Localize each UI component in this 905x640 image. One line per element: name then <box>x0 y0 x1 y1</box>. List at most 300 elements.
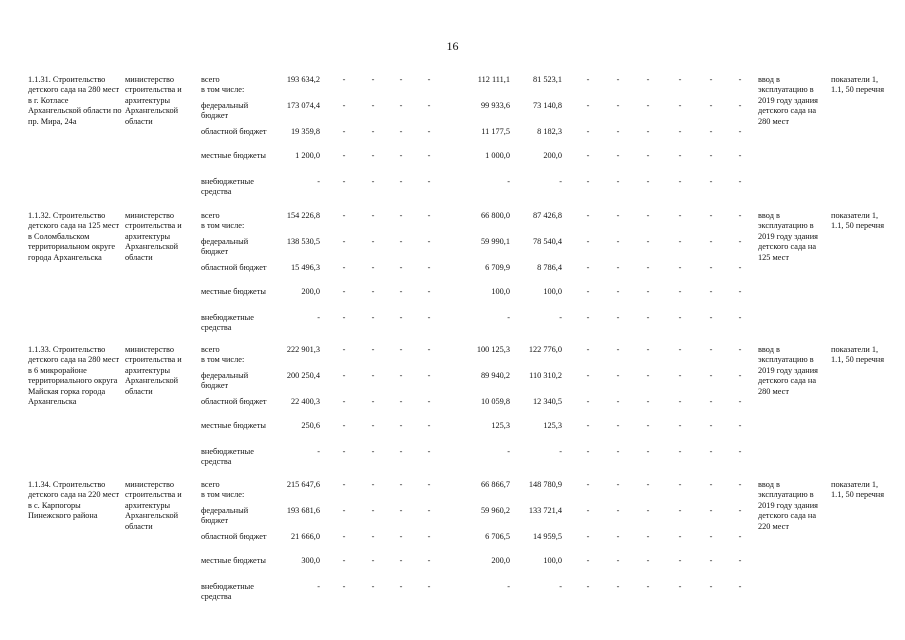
funding-row-extrabudgetary <box>0 313 905 339</box>
empty-cell-dash: - <box>371 397 375 406</box>
empty-cell-dash: - <box>371 101 375 110</box>
empty-cell-dash: - <box>586 127 590 136</box>
empty-cell-dash: - <box>678 345 682 354</box>
empty-cell-dash: - <box>709 287 713 296</box>
measure-result: ввод в эксплуатацию в 2019 году здания детского сада на 220 мест <box>758 480 818 531</box>
funding-row-regional <box>0 532 905 558</box>
funding-2020: 87 426,8 <box>532 211 562 220</box>
funding-total: 19 359,8 <box>290 127 320 136</box>
empty-cell-dash: - <box>371 263 375 272</box>
empty-cell-dash: - <box>678 421 682 430</box>
funding-2020: 110 310,2 <box>529 371 562 380</box>
funding-2020: 133 721,4 <box>528 506 562 515</box>
empty-cell-dash: - <box>738 582 742 591</box>
empty-cell-dash: - <box>427 480 431 489</box>
empty-cell-dash: - <box>342 345 346 354</box>
empty-cell-dash: - <box>738 421 742 430</box>
measure-executor: министерство строительства и архитектуры Архангельской области <box>125 211 182 262</box>
funding-total: 22 400,3 <box>290 397 320 406</box>
funding-source: внебюджетные средства <box>201 447 254 467</box>
empty-cell-dash: - <box>427 127 431 136</box>
empty-cell-dash: - <box>399 101 403 110</box>
empty-cell-dash: - <box>342 287 346 296</box>
funding-row-extrabudgetary <box>0 582 905 608</box>
empty-cell-dash: - <box>738 75 742 84</box>
empty-cell-dash: - <box>616 480 620 489</box>
empty-cell-dash: - <box>646 447 650 456</box>
empty-cell-dash: - <box>371 313 375 322</box>
empty-cell-dash: - <box>616 263 620 272</box>
funding-2020: 73 140,8 <box>532 101 562 110</box>
funding-2020: 14 959,5 <box>532 532 562 541</box>
empty-cell-dash: - <box>738 263 742 272</box>
empty-cell-dash: - <box>616 211 620 220</box>
empty-cell-dash: - <box>646 211 650 220</box>
empty-cell-dash: - <box>586 287 590 296</box>
empty-cell-dash: - <box>586 447 590 456</box>
funding-2019: 100 125,3 <box>476 345 510 354</box>
empty-cell-dash: - <box>709 421 713 430</box>
empty-cell-dash: - <box>678 101 682 110</box>
empty-cell-dash: - <box>709 237 713 246</box>
funding-total: 222 901,3 <box>286 345 320 354</box>
empty-cell-dash: - <box>586 556 590 565</box>
empty-cell-dash: - <box>342 480 346 489</box>
empty-cell-dash: - <box>738 177 742 186</box>
empty-cell-dash: - <box>427 582 431 591</box>
funding-row-local <box>0 151 905 177</box>
empty-cell-dash: - <box>342 371 346 380</box>
empty-cell-dash: - <box>371 447 375 456</box>
empty-cell-dash: - <box>709 101 713 110</box>
empty-cell-dash: - <box>586 237 590 246</box>
empty-cell-dash: - <box>586 532 590 541</box>
empty-cell-dash: - <box>427 151 431 160</box>
measure-name: 1.1.31. Строительство детского сада на 280 мест в г. Котласе Архангельской области по пр. Мира, 24а <box>28 75 122 126</box>
empty-cell-dash: - <box>371 480 375 489</box>
funding-row-regional <box>0 263 905 289</box>
empty-cell-dash: - <box>427 421 431 430</box>
empty-cell-dash: - <box>738 447 742 456</box>
empty-cell-dash: - <box>586 211 590 220</box>
empty-cell-dash: - <box>371 506 375 515</box>
empty-cell-dash: - <box>646 582 650 591</box>
funding-2020: 122 776,0 <box>528 345 562 354</box>
empty-cell-dash: - <box>427 532 431 541</box>
empty-cell-dash: - <box>427 556 431 565</box>
empty-cell-dash: - <box>399 556 403 565</box>
funding-total: - <box>317 177 320 186</box>
empty-cell-dash: - <box>586 371 590 380</box>
empty-cell-dash: - <box>709 211 713 220</box>
empty-cell-dash: - <box>709 532 713 541</box>
empty-cell-dash: - <box>371 177 375 186</box>
empty-cell-dash: - <box>427 345 431 354</box>
empty-cell-dash: - <box>586 397 590 406</box>
empty-cell-dash: - <box>342 447 346 456</box>
empty-cell-dash: - <box>371 532 375 541</box>
measure-result: ввод в эксплуатацию в 2019 году здания детского сада на 125 мест <box>758 211 818 262</box>
empty-cell-dash: - <box>342 421 346 430</box>
measure-executor: министерство строительства и архитектуры Архангельской области <box>125 480 182 531</box>
funding-row-total <box>0 75 905 101</box>
empty-cell-dash: - <box>738 211 742 220</box>
empty-cell-dash: - <box>399 313 403 322</box>
empty-cell-dash: - <box>342 127 346 136</box>
funding-row-total <box>0 480 905 506</box>
empty-cell-dash: - <box>586 313 590 322</box>
empty-cell-dash: - <box>616 101 620 110</box>
empty-cell-dash: - <box>342 506 346 515</box>
empty-cell-dash: - <box>371 211 375 220</box>
empty-cell-dash: - <box>709 447 713 456</box>
funding-source: федеральный бюджет <box>201 237 249 257</box>
funding-2019: 59 990,1 <box>480 237 510 246</box>
empty-cell-dash: - <box>586 480 590 489</box>
empty-cell-dash: - <box>399 211 403 220</box>
funding-2020: 8 182,3 <box>537 127 562 136</box>
empty-cell-dash: - <box>738 506 742 515</box>
funding-2020: - <box>559 313 562 322</box>
funding-2020: 125,3 <box>543 421 562 430</box>
empty-cell-dash: - <box>678 237 682 246</box>
empty-cell-dash: - <box>709 263 713 272</box>
funding-2019: 100,0 <box>491 287 510 296</box>
empty-cell-dash: - <box>616 237 620 246</box>
empty-cell-dash: - <box>678 556 682 565</box>
funding-2020: 100,0 <box>543 556 562 565</box>
empty-cell-dash: - <box>427 211 431 220</box>
measure-indicator: показатели 1, 1.1, 50 перечня <box>831 345 885 365</box>
funding-row-total <box>0 345 905 371</box>
empty-cell-dash: - <box>678 506 682 515</box>
funding-total: 200,0 <box>301 287 320 296</box>
measure-executor: министерство строительства и архитектуры Архангельской области <box>125 345 182 396</box>
funding-source: местные бюджеты <box>201 556 266 565</box>
empty-cell-dash: - <box>678 582 682 591</box>
funding-source: всего в том числе: <box>201 480 245 500</box>
empty-cell-dash: - <box>616 532 620 541</box>
empty-cell-dash: - <box>616 313 620 322</box>
funding-row-total <box>0 211 905 237</box>
funding-total: 193 681,6 <box>286 506 320 515</box>
empty-cell-dash: - <box>646 397 650 406</box>
empty-cell-dash: - <box>427 237 431 246</box>
empty-cell-dash: - <box>678 151 682 160</box>
measure-indicator: показатели 1, 1.1, 50 перечня <box>831 211 885 231</box>
empty-cell-dash: - <box>616 582 620 591</box>
empty-cell-dash: - <box>738 371 742 380</box>
empty-cell-dash: - <box>399 287 403 296</box>
empty-cell-dash: - <box>709 151 713 160</box>
empty-cell-dash: - <box>342 101 346 110</box>
funding-total: 250,6 <box>301 421 320 430</box>
funding-row-regional <box>0 397 905 423</box>
empty-cell-dash: - <box>738 237 742 246</box>
empty-cell-dash: - <box>678 177 682 186</box>
empty-cell-dash: - <box>399 237 403 246</box>
empty-cell-dash: - <box>342 532 346 541</box>
empty-cell-dash: - <box>709 506 713 515</box>
empty-cell-dash: - <box>709 177 713 186</box>
funding-2020: 12 340,5 <box>532 397 562 406</box>
empty-cell-dash: - <box>427 371 431 380</box>
empty-cell-dash: - <box>738 397 742 406</box>
empty-cell-dash: - <box>399 506 403 515</box>
empty-cell-dash: - <box>709 127 713 136</box>
funding-total: 138 530,5 <box>286 237 320 246</box>
measure-name: 1.1.34. Строительство детского сада на 220 мест в с. Карпогоры Пинежского района <box>28 480 120 521</box>
funding-source: федеральный бюджет <box>201 371 249 391</box>
funding-2020: 200,0 <box>543 151 562 160</box>
funding-source: всего в том числе: <box>201 345 245 365</box>
funding-row-federal <box>0 237 905 263</box>
empty-cell-dash: - <box>586 263 590 272</box>
empty-cell-dash: - <box>678 313 682 322</box>
empty-cell-dash: - <box>646 371 650 380</box>
empty-cell-dash: - <box>342 237 346 246</box>
funding-2020: - <box>559 177 562 186</box>
funding-total: 1 200,0 <box>295 151 320 160</box>
empty-cell-dash: - <box>646 345 650 354</box>
empty-cell-dash: - <box>586 582 590 591</box>
empty-cell-dash: - <box>616 345 620 354</box>
empty-cell-dash: - <box>399 532 403 541</box>
funding-source: областной бюджет <box>201 263 267 272</box>
empty-cell-dash: - <box>399 397 403 406</box>
funding-2019: 66 866,7 <box>480 480 510 489</box>
funding-2019: - <box>507 177 510 186</box>
measure-indicator: показатели 1, 1.1, 50 перечня <box>831 75 885 95</box>
empty-cell-dash: - <box>586 345 590 354</box>
funding-2019: 1 000,0 <box>485 151 510 160</box>
funding-source: местные бюджеты <box>201 421 266 430</box>
funding-total: 21 666,0 <box>290 532 320 541</box>
empty-cell-dash: - <box>342 151 346 160</box>
empty-cell-dash: - <box>399 345 403 354</box>
empty-cell-dash: - <box>646 237 650 246</box>
empty-cell-dash: - <box>342 177 346 186</box>
empty-cell-dash: - <box>427 397 431 406</box>
empty-cell-dash: - <box>709 480 713 489</box>
empty-cell-dash: - <box>616 421 620 430</box>
empty-cell-dash: - <box>678 211 682 220</box>
empty-cell-dash: - <box>678 127 682 136</box>
empty-cell-dash: - <box>646 127 650 136</box>
page-number: 16 <box>446 39 459 53</box>
empty-cell-dash: - <box>427 313 431 322</box>
empty-cell-dash: - <box>342 211 346 220</box>
funding-source: всего в том числе: <box>201 211 245 231</box>
funding-source: федеральный бюджет <box>201 506 249 526</box>
funding-2019: 6 709,9 <box>485 263 510 272</box>
empty-cell-dash: - <box>678 397 682 406</box>
funding-2019: 10 059,8 <box>480 397 510 406</box>
funding-2020: 100,0 <box>543 287 562 296</box>
funding-2019: 112 111,1 <box>477 75 510 84</box>
empty-cell-dash: - <box>738 532 742 541</box>
empty-cell-dash: - <box>371 421 375 430</box>
empty-cell-dash: - <box>738 556 742 565</box>
empty-cell-dash: - <box>646 151 650 160</box>
funding-source: федеральный бюджет <box>201 101 249 121</box>
empty-cell-dash: - <box>399 263 403 272</box>
funding-row-federal <box>0 101 905 127</box>
empty-cell-dash: - <box>342 75 346 84</box>
empty-cell-dash: - <box>427 447 431 456</box>
empty-cell-dash: - <box>586 177 590 186</box>
empty-cell-dash: - <box>427 506 431 515</box>
funding-2019: - <box>507 313 510 322</box>
funding-2019: 11 177,5 <box>481 127 510 136</box>
measure-result: ввод в эксплуатацию в 2019 году здания детского сада на 280 мест <box>758 345 818 396</box>
empty-cell-dash: - <box>399 127 403 136</box>
funding-2020: 78 540,4 <box>532 237 562 246</box>
empty-cell-dash: - <box>371 75 375 84</box>
funding-2019: 6 706,5 <box>485 532 510 541</box>
empty-cell-dash: - <box>399 75 403 84</box>
empty-cell-dash: - <box>738 151 742 160</box>
empty-cell-dash: - <box>646 287 650 296</box>
empty-cell-dash: - <box>427 263 431 272</box>
empty-cell-dash: - <box>646 101 650 110</box>
empty-cell-dash: - <box>646 313 650 322</box>
empty-cell-dash: - <box>616 447 620 456</box>
funding-row-local <box>0 421 905 447</box>
empty-cell-dash: - <box>678 263 682 272</box>
funding-2020: 148 780,9 <box>528 480 562 489</box>
funding-row-local <box>0 287 905 313</box>
empty-cell-dash: - <box>616 127 620 136</box>
funding-source: местные бюджеты <box>201 151 266 160</box>
empty-cell-dash: - <box>427 75 431 84</box>
empty-cell-dash: - <box>738 127 742 136</box>
empty-cell-dash: - <box>678 287 682 296</box>
empty-cell-dash: - <box>646 75 650 84</box>
empty-cell-dash: - <box>427 177 431 186</box>
empty-cell-dash: - <box>709 397 713 406</box>
empty-cell-dash: - <box>678 480 682 489</box>
funding-source: внебюджетные средства <box>201 582 254 602</box>
funding-source: областной бюджет <box>201 532 267 541</box>
funding-source: областной бюджет <box>201 127 267 136</box>
empty-cell-dash: - <box>678 371 682 380</box>
empty-cell-dash: - <box>371 556 375 565</box>
empty-cell-dash: - <box>616 371 620 380</box>
empty-cell-dash: - <box>371 237 375 246</box>
empty-cell-dash: - <box>586 151 590 160</box>
funding-total: 173 074,4 <box>286 101 320 110</box>
funding-total: 200 250,4 <box>286 371 320 380</box>
empty-cell-dash: - <box>709 313 713 322</box>
empty-cell-dash: - <box>371 287 375 296</box>
empty-cell-dash: - <box>399 582 403 591</box>
empty-cell-dash: - <box>342 263 346 272</box>
empty-cell-dash: - <box>646 532 650 541</box>
empty-cell-dash: - <box>342 313 346 322</box>
empty-cell-dash: - <box>616 75 620 84</box>
empty-cell-dash: - <box>709 371 713 380</box>
empty-cell-dash: - <box>738 480 742 489</box>
empty-cell-dash: - <box>616 151 620 160</box>
empty-cell-dash: - <box>709 345 713 354</box>
funding-row-extrabudgetary <box>0 447 905 473</box>
empty-cell-dash: - <box>678 75 682 84</box>
funding-source: областной бюджет <box>201 397 267 406</box>
empty-cell-dash: - <box>427 101 431 110</box>
funding-2019: - <box>507 582 510 591</box>
empty-cell-dash: - <box>342 582 346 591</box>
empty-cell-dash: - <box>646 177 650 186</box>
empty-cell-dash: - <box>427 287 431 296</box>
empty-cell-dash: - <box>586 75 590 84</box>
empty-cell-dash: - <box>646 556 650 565</box>
funding-2019: - <box>507 447 510 456</box>
empty-cell-dash: - <box>586 421 590 430</box>
empty-cell-dash: - <box>738 313 742 322</box>
empty-cell-dash: - <box>342 556 346 565</box>
empty-cell-dash: - <box>399 151 403 160</box>
funding-row-local <box>0 556 905 582</box>
empty-cell-dash: - <box>738 101 742 110</box>
measure-name: 1.1.32. Строительство детского сада на 125 мест в Соломбальском территориальном округе города Архангельска <box>28 211 120 262</box>
empty-cell-dash: - <box>342 397 346 406</box>
measure-executor: министерство строительства и архитектуры Архангельской области <box>125 75 182 126</box>
empty-cell-dash: - <box>646 421 650 430</box>
empty-cell-dash: - <box>399 371 403 380</box>
empty-cell-dash: - <box>586 101 590 110</box>
empty-cell-dash: - <box>738 287 742 296</box>
measure-name: 1.1.33. Строительство детского сада на 280 мест в 6 микрорайоне территориального округа Майская горка города Архангельска <box>28 345 120 407</box>
empty-cell-dash: - <box>709 75 713 84</box>
funding-2019: 66 800,0 <box>480 211 510 220</box>
measure-result: ввод в эксплуатацию в 2019 году здания детского сада на 280 мест <box>758 75 818 126</box>
empty-cell-dash: - <box>371 345 375 354</box>
funding-row-federal <box>0 506 905 532</box>
funding-2020: - <box>559 582 562 591</box>
funding-2019: 89 940,2 <box>480 371 510 380</box>
funding-2020: - <box>559 447 562 456</box>
funding-2019: 59 960,2 <box>480 506 510 515</box>
funding-row-extrabudgetary <box>0 177 905 203</box>
funding-total: - <box>317 582 320 591</box>
funding-source: местные бюджеты <box>201 287 266 296</box>
funding-row-regional <box>0 127 905 153</box>
empty-cell-dash: - <box>399 421 403 430</box>
empty-cell-dash: - <box>371 151 375 160</box>
empty-cell-dash: - <box>399 177 403 186</box>
measure-indicator: показатели 1, 1.1, 50 перечня <box>831 480 885 500</box>
empty-cell-dash: - <box>371 371 375 380</box>
funding-total: 215 647,6 <box>286 480 320 489</box>
funding-total: 15 496,3 <box>290 263 320 272</box>
empty-cell-dash: - <box>678 447 682 456</box>
empty-cell-dash: - <box>616 556 620 565</box>
funding-total: - <box>317 313 320 322</box>
funding-source: внебюджетные средства <box>201 313 254 333</box>
empty-cell-dash: - <box>616 177 620 186</box>
funding-2020: 8 786,4 <box>537 263 562 272</box>
funding-2019: 99 933,6 <box>480 101 510 110</box>
empty-cell-dash: - <box>371 582 375 591</box>
funding-total: 193 634,2 <box>286 75 320 84</box>
empty-cell-dash: - <box>616 506 620 515</box>
funding-total: 154 226,8 <box>286 211 320 220</box>
empty-cell-dash: - <box>616 397 620 406</box>
funding-source: всего в том числе: <box>201 75 245 95</box>
funding-row-federal <box>0 371 905 397</box>
empty-cell-dash: - <box>586 506 590 515</box>
